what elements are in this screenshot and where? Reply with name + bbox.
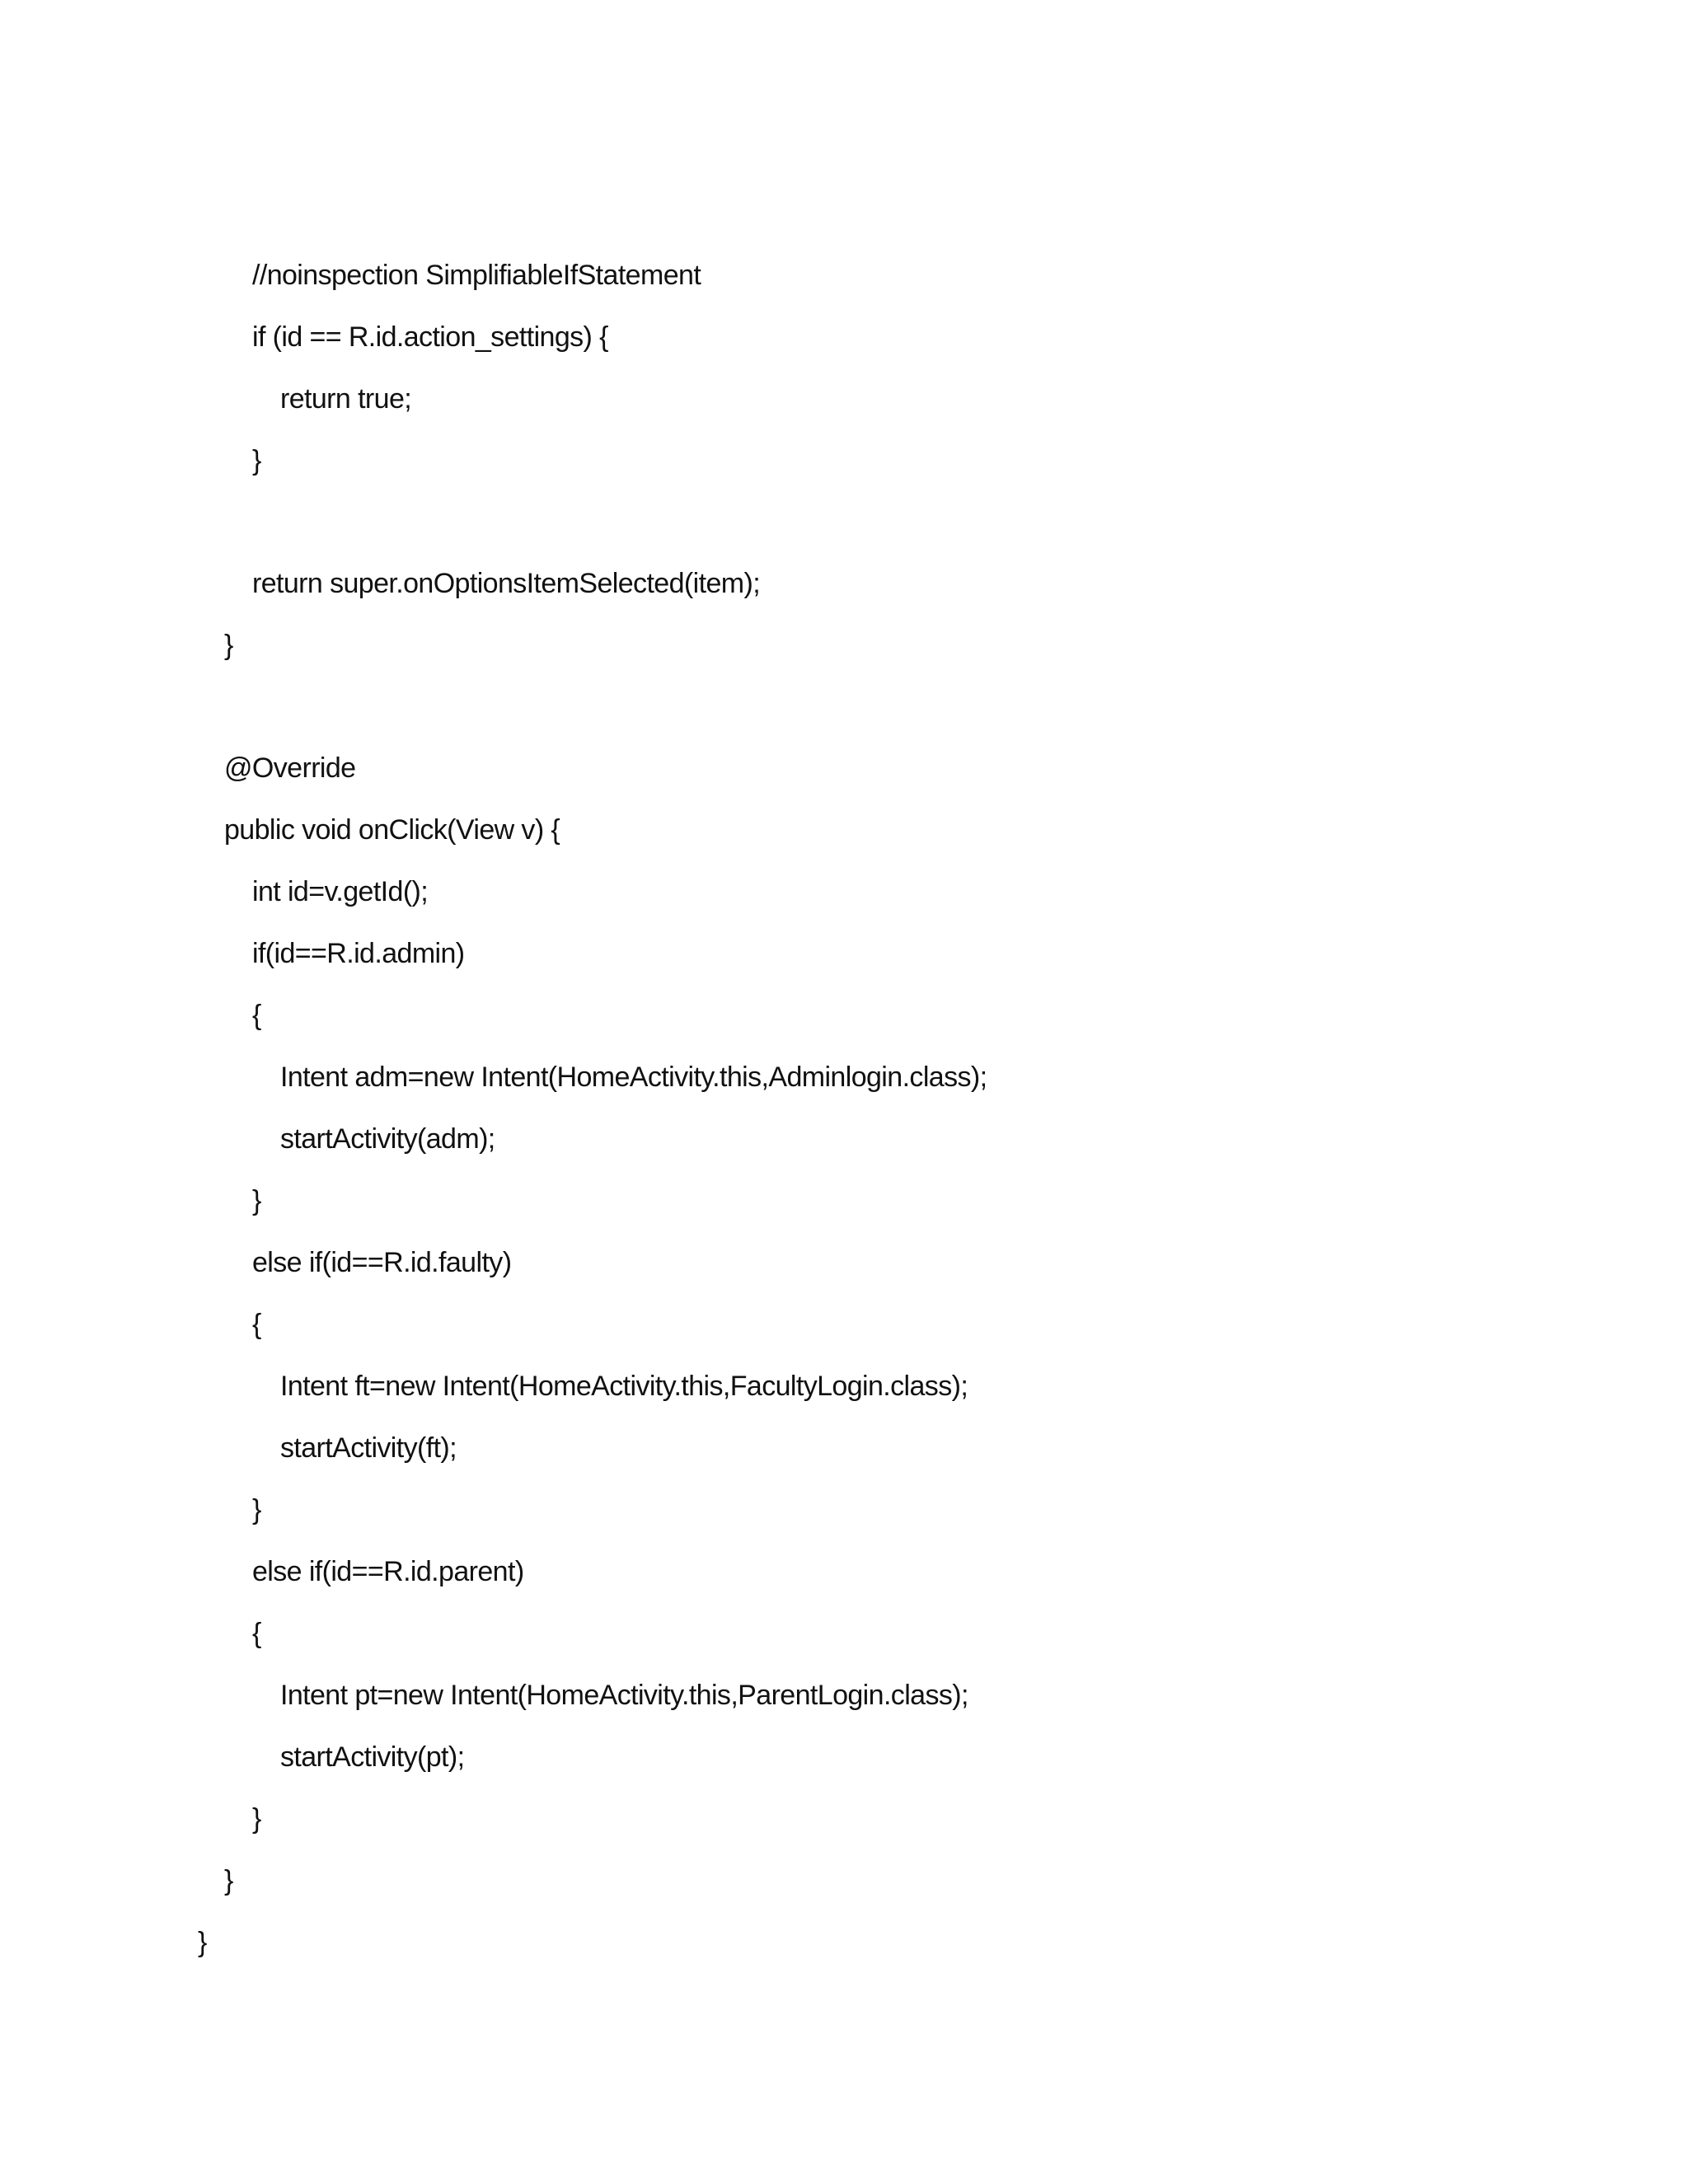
code-line-else-if-parent: else if(id==R.id.parent) [252, 1556, 524, 1587]
code-line-intent-admin: Intent adm=new Intent(HomeActivity.this,Adminlogin.class); [280, 1062, 987, 1093]
code-line-start-admin: startActivity(adm); [280, 1123, 495, 1155]
code-line-close-brace: } [252, 1803, 261, 1835]
code-line-get-id: int id=v.getId(); [252, 876, 429, 907]
code-line-comment: //noinspection SimplifiableIfStatement [252, 260, 701, 291]
code-line-return-true: return true; [280, 383, 412, 415]
code-line-else-if-faulty: else if(id==R.id.faulty) [252, 1247, 512, 1278]
code-line-start-parent: startActivity(pt); [280, 1741, 465, 1773]
code-line-override: @Override [224, 752, 356, 784]
code-line-start-faculty: startActivity(ft); [280, 1432, 457, 1464]
code-line-close-brace: } [198, 1927, 207, 1958]
code-line-if-settings: if (id == R.id.action_settings) { [252, 321, 608, 353]
code-line-open-brace: { [252, 1000, 261, 1031]
code-line-intent-parent: Intent pt=new Intent(HomeActivity.this,ParentLogin.class); [280, 1680, 968, 1711]
code-line-close-brace: } [252, 1185, 261, 1216]
code-line-intent-faculty: Intent ft=new Intent(HomeActivity.this,FacultyLogin.class); [280, 1371, 968, 1402]
code-line-close-brace: } [224, 1865, 233, 1896]
code-line-onclick-signature: public void onClick(View v) { [224, 814, 560, 846]
code-line-close-brace: } [252, 1494, 261, 1526]
code-line-open-brace: { [252, 1618, 261, 1649]
code-line-close-brace: } [252, 445, 261, 476]
code-line-open-brace: { [252, 1309, 261, 1340]
code-line-close-brace: } [224, 630, 233, 661]
code-line-if-admin: if(id==R.id.admin) [252, 938, 465, 969]
code-line-return-super: return super.onOptionsItemSelected(item); [252, 568, 761, 599]
